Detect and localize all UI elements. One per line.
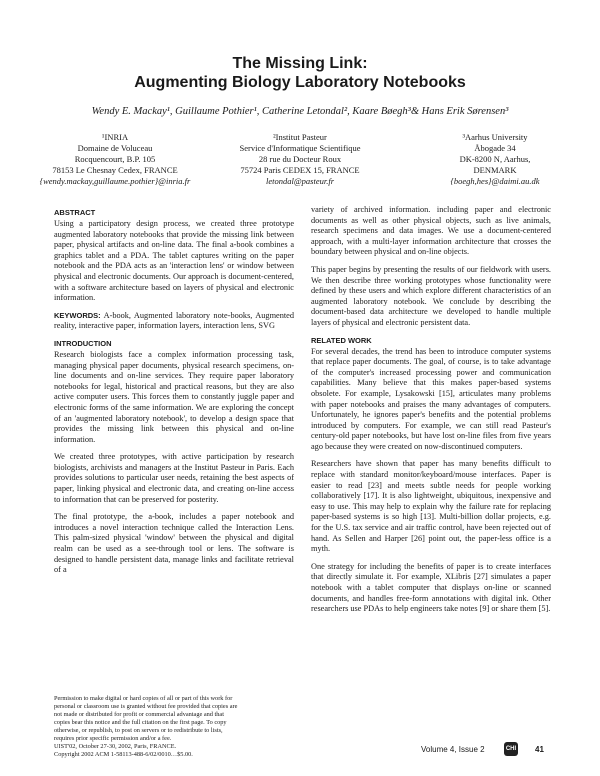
keywords-text: A-book, Augmented laboratory note-books, Augmented reality, interactive paper, information layers, interaction lens, SVG [54,310,294,331]
copyright-footnote [54,695,289,759]
keywords [54,311,294,332]
chi-logo-icon: CHI [504,742,518,756]
affil-line: Domaine de Voluceau [77,143,153,153]
footnote-line: Permission to make digital or hard copies of all or part of this work for [54,695,233,702]
related-work-heading: RELATED WORK [311,335,372,345]
affil-line: ³Aarhus University [462,132,528,142]
title-line-2: Augmenting Biology Laboratory Notebooks [134,74,466,91]
title-line-1: The Missing Link: [232,55,368,72]
related-paragraph: For several decades, the trend has been to introduce computer systems that replace paper documents. The goal, of course, is to take advantage of the computer's increased processing power and communication capabilities. Many believe that this makes paper-based systems obsolete. For example, Lysakowski [15], articulates many problems with paper notebooks and praises the many advantages of computers. Unfortunately, he ignores paper's benefits and the potential problems introduced by computers. For example, we can still read Pasteur's century-old paper notebooks, but have lost on-line files from five years ago because they were created on now-discontinued computers. [311,346,551,451]
affil-line: ¹INRIA [101,132,129,142]
intro-paragraph: We created three prototypes, with active participation by research biologists, archivists and managers at the Institut Pasteur in Paris. Each provides solutions to particular user needs, retaining the best aspects of paper, linking physical and electronic data, and creating on-line access to information that can be preserved for posterity. [54,452,294,504]
abstract-text: Using a participatory design process, we created three prototype augmented laboratory notebooks that provide the missing link between paper, physical artifacts and on-line data. The final a-book combines a graphics tablet and a PDA. The tablet captures writing on the paper notebook and the PDA acts as an 'interaction lens' or window between physical and electronic documents. Our approach is document-centered, with a software architecture based on layers of physical and electronic information. [54,219,294,303]
affil-email: {wendy.mackay,guillaume.pothier}@inria.fr [39,176,191,186]
body-paragraph: variety of archived information. including paper and electronic documents as well as other physical objects, such as live animals, research specimens and data images. We use a document-centered approach, with a multi-layer information architecture that crosses the boundary between physical and on-line objects. [311,205,551,257]
affil-line: ²Institut Pasteur [273,132,327,142]
left-column [54,205,294,583]
affil-email: {boegh,hes}@daimi.au.dk [450,176,540,186]
footnote-line: requires prior specific permission and/or a fee. [54,735,172,742]
footnote-line: Copyright 2002 ACM 1-58113-488-6/02/0010…$5.00. [54,751,193,758]
affil-line: Service d'Informatique Scientifique [239,143,361,153]
affil-line: Åbogade 34 [474,143,516,153]
volume-issue: Volume 4, Issue 2 [421,745,485,754]
affiliation-inria [30,132,200,187]
footnote-line: personal or classroom use is granted without fee provided that copies are [54,703,238,710]
abstract-heading: ABSTRACT [54,208,96,217]
keywords-label: KEYWORDS: [54,310,101,320]
related-paragraph: One strategy for including the benefits of paper is to create interfaces that directly simulate it. For example, XLibris [27] simulates a paper notebook with a tablet computer that displays on-line or scanned documents, and handles free-form annotations with digital ink. Other researchers use PDAs to help engineers take notes [9] or share them [5]. [311,561,551,614]
intro-paragraph: Research biologists face a complex information processing task, managing physical paper documents, physical research specimens, on-line documents and on-line services. They require paper laboratory notebooks for legal, historical and practical reasons, but they are also active computer users. This forces them to constantly juggle paper and electronic forms of the same information. We are exploring the concept of an 'augmented laboratory notebook', to develop a design space that provides the missing link between this physical and on-line information. [54,349,294,444]
affiliation-aarhus [410,132,580,187]
right-column [311,205,551,622]
intro-paragraph: The final prototype, the a-book, includes a paper notebook and introduces a novel interaction technique called the Interaction Lens. This palm-sized physical 'window' between the physical and digital realm can be used as a see-through tool or lens. The software is designed to handle persistent data, manage links and facilitate retrieval of a [54,512,294,575]
body-paragraph: This paper begins by presenting the results of our fieldwork with users. We then describe three working prototypes whose functionality were defined by these users and which explore different characteristics of an augmented laboratory notebook. We conclude by describing the document-based data architecture we developed to handle multiple layers of physical and electronic persistent data. [311,264,551,327]
affil-line: DK-8200 N, Aarhus, [459,154,531,164]
footnote-line: copies bear this notice and the full citation on the first page. To copy [54,719,227,726]
footnote-line: not made or distributed for profit or commercial advantage and that [54,711,224,718]
authors: Wendy E. Mackay¹, Guillaume Pothier¹, Catherine Letondal², Kaare Bøegh³& Hans Erik Sørensen³ [91,106,509,117]
affil-email: letondal@pasteur.fr [265,176,335,186]
footnote-line: UIST'02, October 27-30, 2002, Paris, FRANCE. [54,743,177,750]
affil-line: DENMARK [473,165,517,175]
introduction-heading: INTRODUCTION [54,338,112,348]
affil-line: 28 rue du Docteur Roux [258,154,342,164]
related-paragraph: Researchers have shown that paper has many benefits difficult to replace with standard monitor/keyboard/mouse interfaces. Paper is easier to read [23] and meets subtle needs for people working collaboratively [17]. It is also lightweight, ubiquitous, inexpensive and easy to use. This may help to explain why the failure rate for replacing paper-based systems is so high [13]. Multi-billion dollar projects, e.g. for the U.S. tax service and air traffic control, have been rejected out of hand. As Sellen and Harper [26] point out, the paper-less office is a myth. [311,459,551,554]
affil-line: 75724 Paris CEDEX 15, FRANCE [240,165,360,175]
affil-line: Rocquencourt, B.P. 105 [74,154,156,164]
footnote-line: otherwise, or republish, to post on servers or to redistribute to lists, [54,727,223,734]
affiliation-pasteur [215,132,385,187]
page-number: 41 [535,745,544,754]
affil-line: 78153 Le Chesnay Cedex, FRANCE [52,165,178,175]
